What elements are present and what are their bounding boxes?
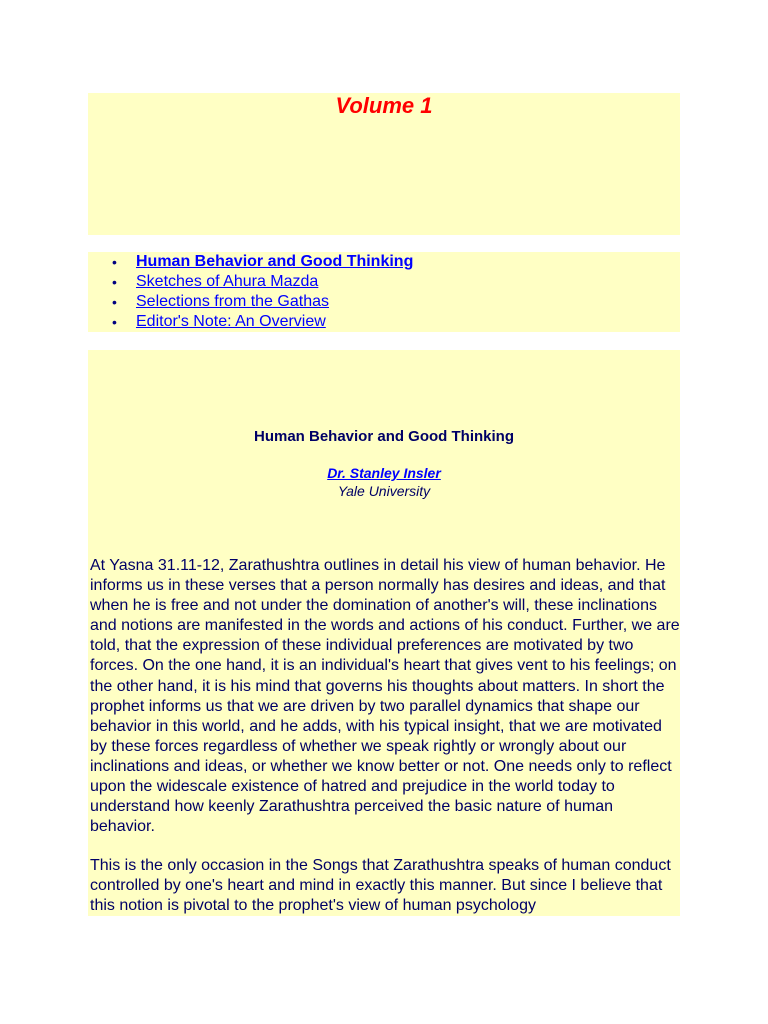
bullet-icon: •: [112, 274, 117, 290]
author-block: [88, 464, 680, 500]
title-panel: [88, 93, 680, 235]
bullet-icon: •: [112, 294, 117, 310]
toc-item-editors-note: [88, 312, 680, 332]
toc-item-human-behavior: [88, 252, 680, 272]
article-panel: [88, 350, 680, 916]
bullet-icon: •: [112, 314, 117, 330]
article-paragraph: At Yasna 31.11-12, Zarathushtra outlines in detail his view of human behavior. He informs us in these verses that a person normally has desires and ideas, and that when he is free and not under the domination of another's will, these inclinations and notions are manifested in the words and actions of his conduct. Further, we are told, that the expression of these individual preferences are motivated by two forces. On the one hand, it is an individual's heart that gives vent to his feelings; on the other hand, it is his mind that governs his thoughts about matters. In short the prophet informs us that we are driven by two parallel dynamics that shape our behavior in this world, and he adds, with his typical insight, that we are motivated by these forces regardless of whether we speak rightly or wrongly about our inclinations and ideas, or whether we know better or not. One needs only to reflect upon the widescale existence of hatred and prejudice in the world today to understand how keenly Zarathushtra perceived the basic nature of human behavior.: [90, 557, 680, 836]
article-heading: Human Behavior and Good Thinking: [253, 428, 514, 445]
volume-title: Volume 1: [335, 93, 433, 118]
toc-link-human-behavior[interactable]: Human Behavior and Good Thinking: [136, 253, 414, 270]
toc-link-selections[interactable]: Selections from the Gathas: [136, 293, 329, 310]
author-link[interactable]: Dr. Stanley Insler: [327, 465, 441, 481]
toc-link-editors-note[interactable]: Editor's Note: An Overview: [136, 313, 326, 330]
author-affiliation: Yale University: [337, 483, 431, 499]
table-of-contents: [88, 252, 680, 332]
toc-item-sketches: [88, 272, 680, 292]
article-paragraph: This is the only occasion in the Songs that Zarathushtra speaks of human conduct controlled by one's heart and mind in exactly this manner. But since I believe that this notion is pivotal to the prophet's view of human psychology: [90, 857, 671, 915]
toc-list: [88, 252, 680, 332]
toc-item-selections: [88, 292, 680, 312]
bullet-icon: •: [112, 254, 117, 270]
toc-link-sketches[interactable]: Sketches of Ahura Mazda: [136, 273, 319, 290]
